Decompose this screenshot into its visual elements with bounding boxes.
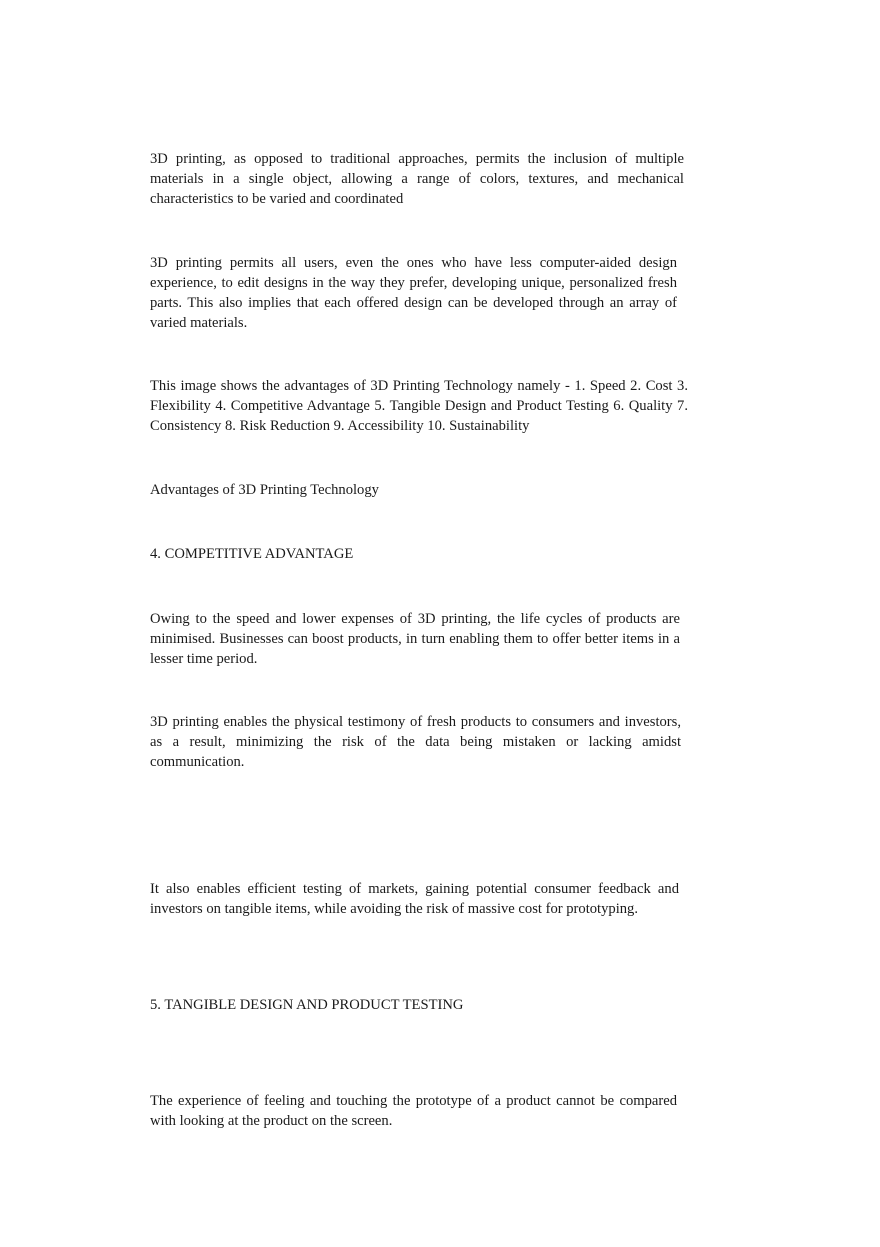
paragraph-user-customization: 3D printing permits all users, even the ones who have less computer-aided design experience, to edit designs in the way they prefer, developing unique, personalized fresh parts. This also implies that each offered design can be developed through an array of varied materials. [150,255,677,331]
paragraph-multiple-materials: 3D printing, as opposed to traditional approaches, permits the inclusion of multiple materials in a single object, allowing a range of colors, textures, and mechanical characteristics to be varied and coordinated [150,151,684,207]
paragraph-prototype-feel: The experience of feeling and touching the prototype of a product cannot be compared with looking at the product on the screen. [150,1093,677,1129]
section-heading-competitive-advantage: 4. COMPETITIVE ADVANTAGE [150,546,354,562]
image-description-text: This image shows the advantages of 3D Printing Technology namely - 1. Speed 2. Cost 3. Flexibility 4. Competitive Advantage 5. Tangible Design and Product Testing 6. Quality 7. Consistency 8. Risk Reduction 9. Accessibility 10. Sustainability [150,378,688,434]
image-title: Advantages of 3D Printing Technology [150,482,379,498]
paragraph-product-life-cycles: Owing to the speed and lower expenses of 3D printing, the life cycles of products are minimised. Businesses can boost products, in turn enabling them to offer better items in a lesser time period. [150,611,680,667]
paragraph-physical-testimony: 3D printing enables the physical testimony of fresh products to consumers and investors, as a result, minimizing the risk of the data being mistaken or lacking amidst communication. [150,714,681,770]
section-heading-tangible-design: 5. TANGIBLE DESIGN AND PRODUCT TESTING [150,997,464,1013]
paragraph-market-testing: It also enables efficient testing of markets, gaining potential consumer feedback and investors on tangible items, while avoiding the risk of massive cost for prototyping. [150,881,679,917]
